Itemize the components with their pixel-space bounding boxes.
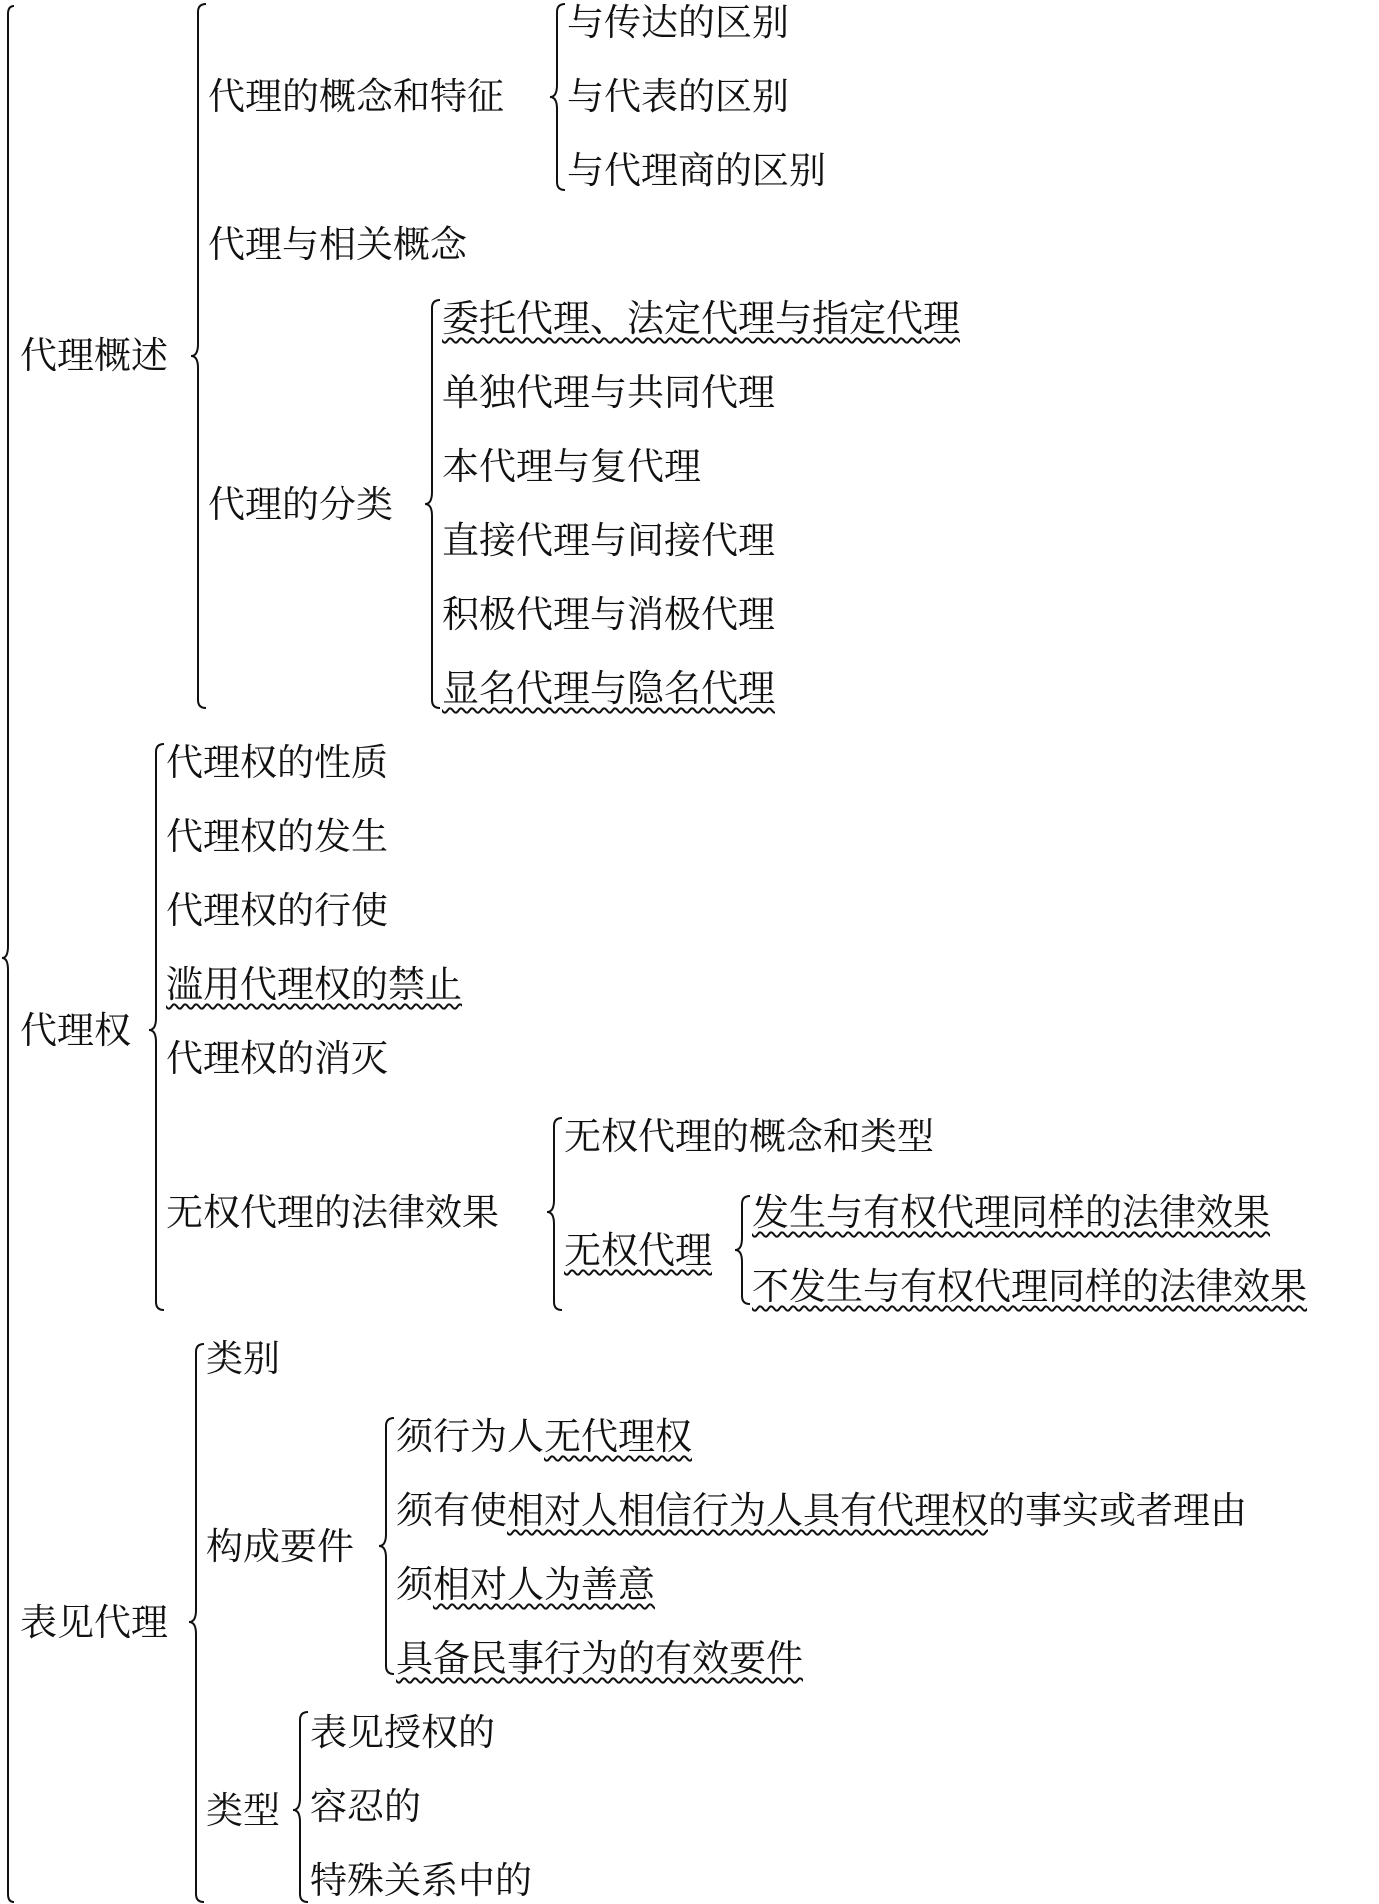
node-constituent-elements: 构成要件 <box>206 1525 354 1568</box>
leaf-valid-elements <box>396 1636 803 1682</box>
node-agency-power: 代理权 <box>20 1009 131 1052</box>
leaf-no-authority <box>396 1414 692 1460</box>
leaf-power-extinction: 代理权的消灭 <box>166 1037 388 1080</box>
leaf-unauthorized-concept-types: 无权代理的概念和类型 <box>564 1115 934 1158</box>
leaf-vs-commercial-agent: 与代理商的区别 <box>567 149 826 192</box>
leaf-good-faith-prefix: 须 <box>396 1563 433 1606</box>
node-unauthorized-effects: 无权代理的法律效果 <box>166 1191 499 1234</box>
leaf-good-faith <box>396 1562 655 1608</box>
leaf-valid-elements-key: 具备民事行为的有效要件 <box>396 1637 803 1680</box>
leaf-reason-suffix: 的事实或者理由 <box>988 1489 1247 1532</box>
leaf-no-authority-prefix: 须行为人 <box>396 1415 544 1458</box>
leaf-original-sub: 本代理与复代理 <box>442 445 701 488</box>
node-category: 类别 <box>206 1337 280 1380</box>
leaf-same-effect: 发生与有权代理同样的法律效果 <box>752 1191 1270 1234</box>
leaf-tolerated: 容忍的 <box>310 1785 421 1828</box>
leaf-vs-messenger: 与传达的区别 <box>567 1 789 44</box>
leaf-power-abuse-ban: 滥用代理权的禁止 <box>166 963 462 1006</box>
leaf-single-joint: 单独代理与共同代理 <box>442 371 775 414</box>
node-concept-features: 代理的概念和特征 <box>208 75 504 118</box>
leaf-direct-indirect: 直接代理与间接代理 <box>442 519 775 562</box>
node-related-concepts: 代理与相关概念 <box>208 223 467 266</box>
leaf-power-nature: 代理权的性质 <box>166 741 388 784</box>
leaf-power-origin: 代理权的发生 <box>166 815 388 858</box>
leaf-power-exercise: 代理权的行使 <box>166 889 388 932</box>
leaf-reason-key: 相对人相信行为人具有代理权 <box>507 1489 988 1532</box>
leaf-good-faith-key: 相对人为善意 <box>433 1563 655 1606</box>
node-types: 类型 <box>206 1789 280 1832</box>
leaf-vs-representative: 与代表的区别 <box>567 75 789 118</box>
leaf-no-authority-key: 无代理权 <box>544 1415 692 1458</box>
leaf-active-passive: 积极代理与消极代理 <box>442 593 775 636</box>
leaf-entrusted-statutory-designated: 委托代理、法定代理与指定代理 <box>442 297 960 340</box>
leaf-apparent-authorization: 表见授权的 <box>310 1711 495 1754</box>
node-apparent-agency: 表见代理 <box>20 1601 168 1644</box>
node-agency-overview: 代理概述 <box>20 334 168 377</box>
leaf-special-relationship: 特殊关系中的 <box>310 1859 532 1902</box>
node-classification: 代理的分类 <box>208 483 393 526</box>
leaf-reason-to-believe <box>396 1488 1247 1534</box>
leaf-disclosed-undisclosed: 显名代理与隐名代理 <box>442 667 775 710</box>
node-unauthorized-agency: 无权代理 <box>564 1229 712 1272</box>
leaf-not-same-effect: 不发生与有权代理同样的法律效果 <box>752 1265 1307 1308</box>
leaf-reason-prefix: 须有使 <box>396 1489 507 1532</box>
